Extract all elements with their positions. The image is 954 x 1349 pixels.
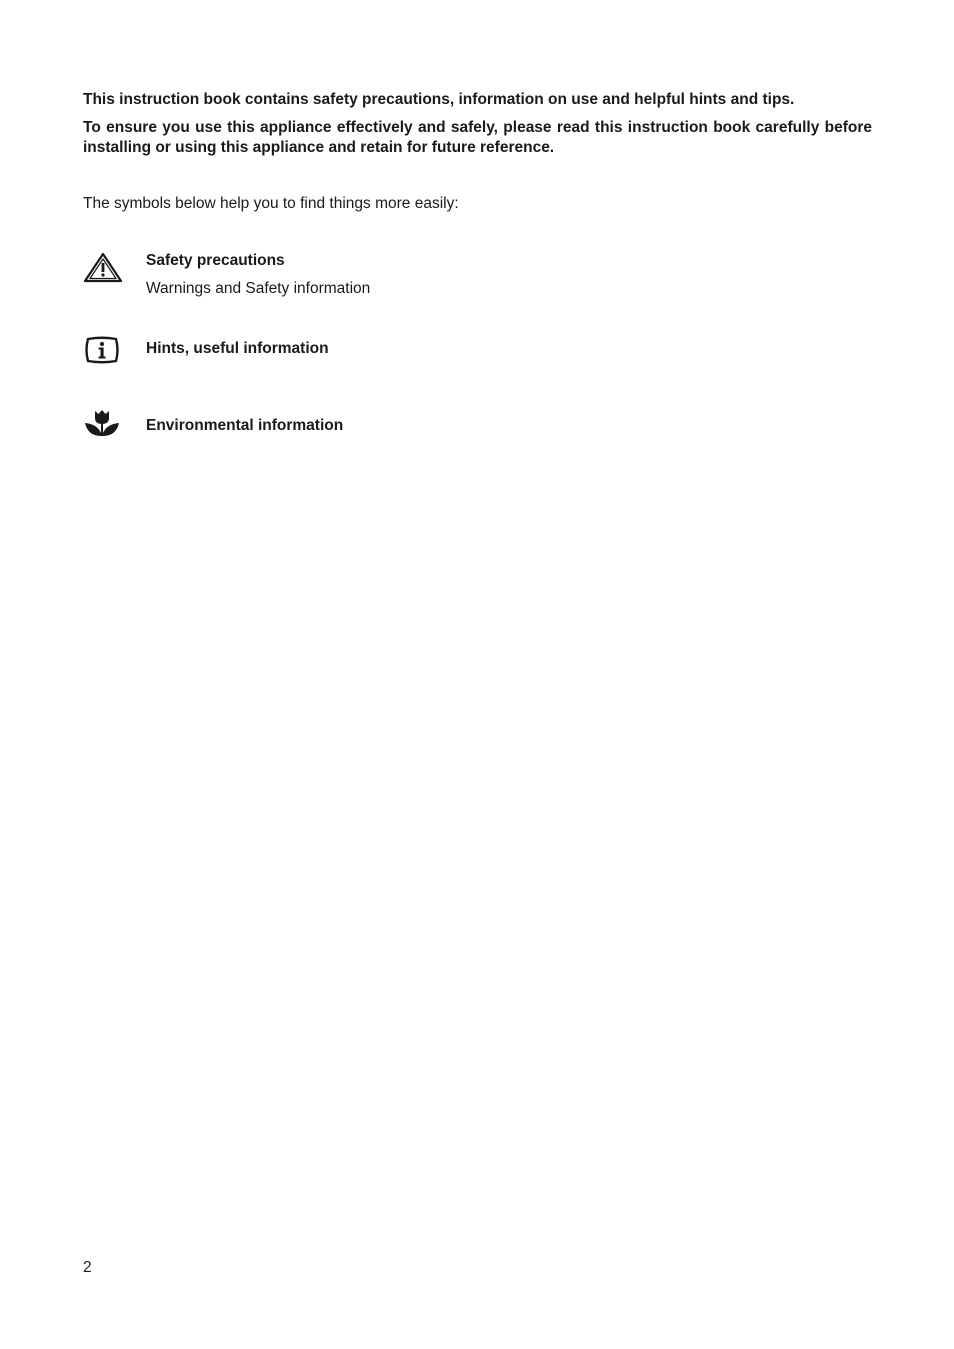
symbol-title-hints: Hints, useful information (146, 340, 329, 357)
symbol-title-environmental: Environmental information (146, 417, 344, 434)
intro-paragraph-read-carefully: To ensure you use this appliance effectively and safely, please read this instruction book carefully before installing or using this appliance and retain for future reference. (83, 119, 872, 156)
flower-icon (83, 409, 121, 439)
warning-triangle-icon (83, 252, 123, 284)
symbol-title-safety: Safety precautions (146, 252, 285, 269)
symbol-description-safety: Warnings and Safety information (146, 280, 371, 297)
symbols-lead-text: The symbols below help you to find things more easily: (83, 195, 459, 212)
page-number: 2 (83, 1259, 92, 1276)
info-icon (83, 336, 121, 364)
intro-paragraph-safety: This instruction book contains safety precautions, information on use and helpful hints and tips. (83, 91, 795, 108)
